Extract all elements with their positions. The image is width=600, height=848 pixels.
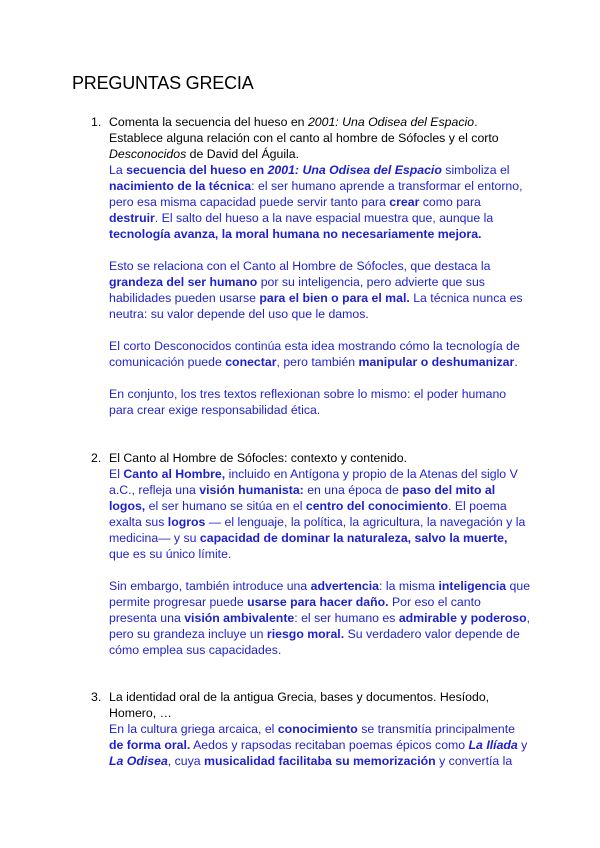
text-run: usarse para hacer daño.	[247, 595, 389, 609]
text-run: paso del mito al logos,	[109, 483, 496, 513]
text-run: logros	[167, 515, 206, 529]
text-run: — el lenguaje, la política, la agricultura, la navegación y la medicina— y su	[109, 515, 526, 545]
question-2-answer	[109, 466, 531, 658]
text-run: La Odisea	[109, 754, 168, 768]
answer-paragraph	[109, 578, 531, 658]
question-2-prompt	[109, 450, 531, 466]
text-run: que es su único límite.	[109, 547, 232, 561]
text-run: . El salto del hueso a la nave espacial muestra que, aunque la	[154, 211, 494, 225]
question-1	[91, 114, 531, 418]
text-run: inteligencia	[438, 579, 507, 593]
text-run: , cuya	[167, 754, 205, 768]
text-run: secuencia del hueso en	[126, 163, 268, 177]
text-run: visión humanista:	[199, 483, 304, 497]
answer-paragraph	[109, 386, 531, 418]
text-run: . Establece alguna relación con el canto al hombre de Sófocles y el corto	[109, 115, 499, 145]
text-run: nacimiento de la técnica	[109, 179, 252, 193]
text-run: : el ser humano es	[294, 611, 399, 625]
text-run: : la misma	[379, 579, 439, 593]
text-run: Esto se relaciona con el Canto al Hombre de Sófocles, que destaca la	[109, 259, 491, 273]
text-run: Sin embargo, también introduce una	[109, 579, 311, 593]
text-run: que permite progresar puede	[109, 579, 531, 609]
text-run: En la cultura griega arcaica, el	[109, 722, 278, 736]
text-run: para el bien o para el mal.	[259, 291, 410, 305]
text-run: de forma oral.	[109, 738, 191, 752]
text-run: , pero también	[276, 355, 359, 369]
text-run: destruir	[109, 211, 155, 225]
text-run: En conjunto, los tres textos reflexionan sobre lo mismo: el poder humano para crear exige responsabilidad ética.	[109, 387, 507, 417]
answer-paragraph	[109, 258, 531, 322]
text-run: capacidad de dominar la naturaleza, salvo la muerte,	[199, 531, 508, 545]
text-run: incluido en Antígona y propio de la Atenas del siglo V a.C., refleja una	[109, 467, 518, 497]
question-number: 2.	[91, 451, 102, 465]
text-run: visión ambivalente	[184, 611, 295, 625]
question-2	[91, 450, 531, 658]
text-run: Su verdadero valor depende de cómo emplea sus capacidades.	[109, 627, 520, 657]
text-run: La Ilíada	[468, 738, 518, 752]
text-run: grandeza del ser humano	[109, 275, 258, 289]
question-number: 1.	[91, 115, 102, 129]
answer-paragraph	[109, 721, 531, 769]
text-run: : el ser humano aprende a transformar el entorno, pero esa misma capacidad puede servir tanto para	[109, 179, 523, 209]
text-run: conectar	[225, 355, 277, 369]
text-run: manipular o deshumanizar	[358, 355, 515, 369]
answer-paragraph	[109, 338, 531, 370]
text-run: y	[517, 738, 528, 752]
text-run: crear	[389, 195, 420, 209]
text-run: . El poema exalta sus	[109, 499, 507, 529]
question-1-answer	[109, 162, 531, 418]
text-run: riesgo moral.	[266, 627, 345, 641]
text-run: musicalidad facilitaba su memorización	[204, 754, 436, 768]
text-run: admirable y poderoso	[398, 611, 527, 625]
text-run: el ser humano se sitúa en el	[145, 499, 306, 513]
question-3	[91, 689, 531, 769]
text-run: .	[514, 355, 518, 369]
text-run: en una época de	[303, 483, 403, 497]
question-number: 3.	[91, 690, 102, 704]
text-run: 2001: Una Odisea del Espacio	[307, 115, 475, 129]
text-run: por su inteligencia, pero advierte que sus habilidades pueden usarse	[109, 275, 485, 305]
text-run: 2001: Una Odisea del Espacio	[267, 163, 442, 177]
text-run: de David del Águila.	[186, 147, 300, 161]
text-run: Canto al Hombre,	[123, 467, 226, 481]
text-run: Aedos y rapsodas recitaban poemas épicos como	[190, 738, 469, 752]
text-run: conocimiento	[277, 722, 358, 736]
text-run: El corto Desconocidos continúa esta idea mostrando cómo la tecnología de comunicación puede	[109, 339, 520, 369]
text-run: advertencia	[310, 579, 380, 593]
text-run: , pero su grandeza incluye un	[109, 611, 531, 641]
text-run: La identidad oral de la antigua Grecia, bases y documentos. Hesíodo, Homero, …	[109, 690, 490, 720]
text-run: Por eso el canto presenta una	[109, 595, 481, 625]
question-3-answer	[109, 721, 531, 769]
text-run: tecnología avanza, la moral humana no necesariamente mejora.	[109, 227, 482, 241]
question-1-prompt	[109, 114, 531, 162]
text-run: centro del conocimiento	[305, 499, 448, 513]
text-run: Desconocidos	[109, 147, 187, 161]
text-run: y convertía la	[435, 754, 513, 768]
text-run: La técnica nunca es neutra: su valor depende del uso que le damos.	[109, 291, 523, 321]
text-run: El	[109, 467, 124, 481]
text-run: Comenta la secuencia del hueso en	[109, 115, 308, 129]
text-run: La	[109, 163, 127, 177]
answer-paragraph	[109, 466, 531, 562]
answer-paragraph	[109, 162, 531, 242]
question-3-prompt	[109, 689, 531, 721]
text-run: simboliza el	[441, 163, 510, 177]
text-run: se transmitía principalmente	[357, 722, 515, 736]
text-run: El Canto al Hombre de Sófocles: contexto y contenido.	[109, 451, 408, 465]
text-run: como para	[419, 195, 481, 209]
page-title: PREGUNTAS GRECIA	[72, 73, 254, 93]
